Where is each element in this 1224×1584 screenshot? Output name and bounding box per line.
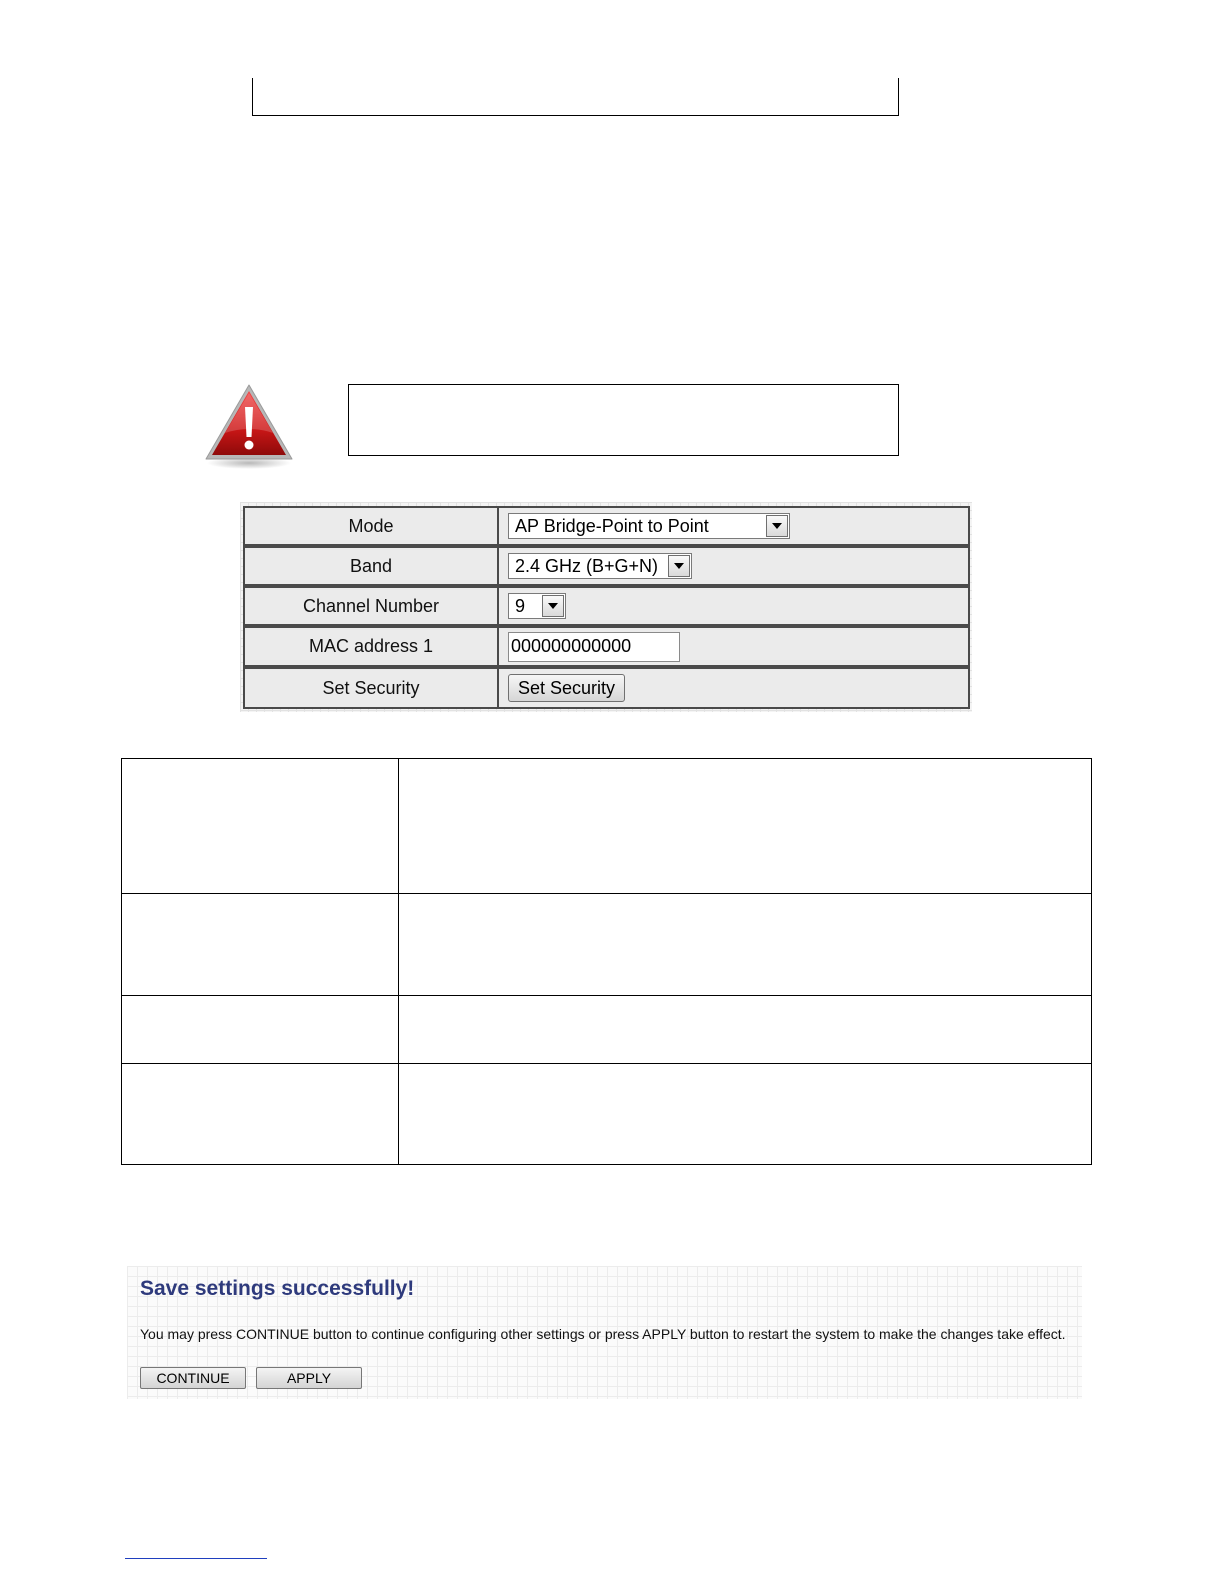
band-select[interactable] bbox=[508, 553, 692, 579]
chevron-down-icon[interactable] bbox=[542, 595, 564, 617]
channel-number-label: Channel Number bbox=[243, 586, 499, 626]
form-row-security bbox=[243, 667, 970, 709]
save-settings-panel bbox=[127, 1266, 1082, 1399]
table-column-divider bbox=[398, 759, 399, 1164]
table-row-divider bbox=[122, 893, 1091, 894]
form-row-mode bbox=[243, 506, 970, 546]
mode-select-value: AP Bridge-Point to Point bbox=[515, 515, 709, 536]
mac-address-label: MAC address 1 bbox=[243, 626, 499, 667]
channel-number-select[interactable] bbox=[508, 593, 566, 619]
chevron-down-icon[interactable] bbox=[668, 555, 690, 577]
continuation-box bbox=[252, 78, 899, 116]
table-row-divider bbox=[122, 995, 1091, 996]
footnote-separator bbox=[125, 1558, 267, 1559]
band-label: Band bbox=[243, 546, 499, 586]
set-security-button[interactable]: Set Security bbox=[508, 674, 625, 702]
set-security-label: Set Security bbox=[243, 667, 499, 709]
form-row-channel bbox=[243, 586, 970, 626]
table-row-divider bbox=[122, 1063, 1091, 1064]
form-row-band bbox=[243, 546, 970, 586]
description-table bbox=[121, 758, 1092, 1165]
channel-number-value: 9 bbox=[515, 595, 526, 616]
save-title: Save settings successfully! bbox=[140, 1277, 415, 1300]
warning-note-box bbox=[348, 384, 899, 456]
form-row-mac bbox=[243, 626, 970, 667]
warning-triangle-icon bbox=[203, 381, 295, 471]
mode-label: Mode bbox=[243, 506, 499, 546]
band-select-value: 2.4 GHz (B+G+N) bbox=[515, 555, 659, 576]
apply-button[interactable]: APPLY bbox=[256, 1367, 362, 1389]
save-message: You may press CONTINUE button to continue configuring other settings or press APPLY button to restart the system to make the changes take effect. bbox=[140, 1326, 1066, 1342]
mode-select[interactable] bbox=[508, 513, 790, 539]
continue-button[interactable]: CONTINUE bbox=[140, 1367, 246, 1389]
chevron-down-icon[interactable] bbox=[766, 515, 788, 537]
mac-address-input[interactable]: 000000000000 bbox=[508, 632, 680, 662]
